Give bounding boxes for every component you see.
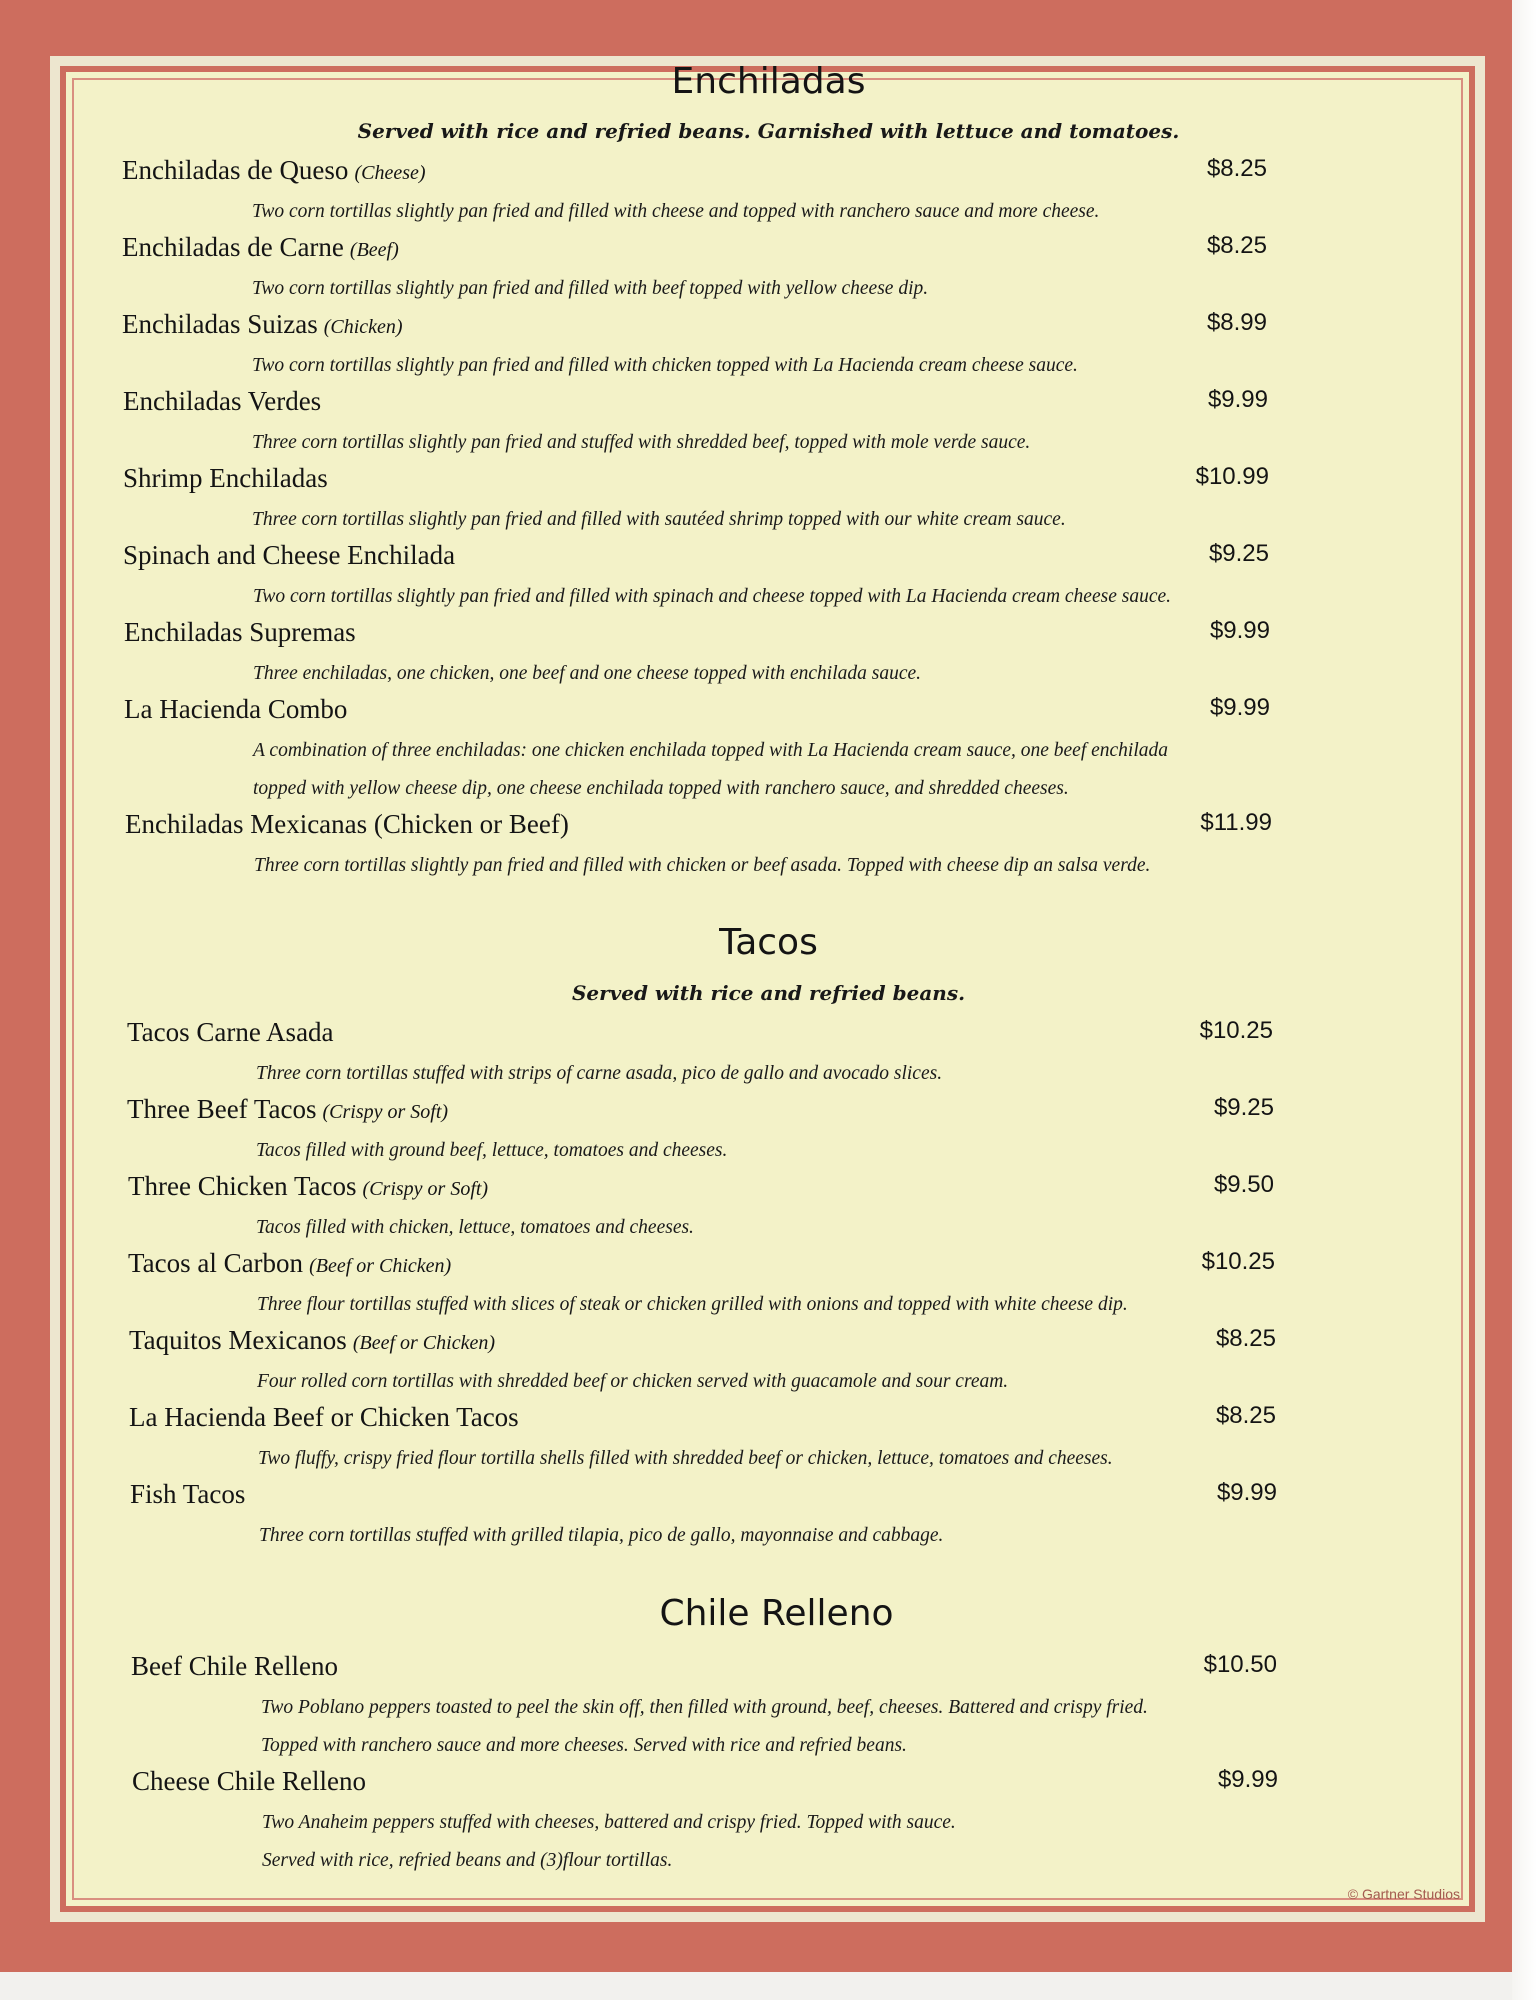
section-title-enchiladas: Enchiladas (671, 61, 866, 102)
item-name: Cheese Chile Relleno (132, 1766, 366, 1796)
item-price: $8.25 (1206, 155, 1267, 182)
item-name: Enchiladas de Queso (Cheese) (122, 155, 426, 185)
item-price: $9.99 (1217, 1766, 1278, 1793)
item-price: $8.25 (1206, 232, 1267, 259)
item-price: $9.99 (1207, 386, 1268, 413)
item-description: Four rolled corn tortillas with shredded beef or chicken served with guacamole and sour cream. (257, 1371, 1009, 1392)
item-price: $9.99 (1209, 694, 1270, 721)
item-name: Enchiladas Supremas (124, 617, 356, 647)
item-qualifier: (Beef or Chicken) (352, 1332, 495, 1354)
item-description: Three corn tortillas slightly pan fried and filled with chicken or beef asada. Topped with cheese dip an salsa verde. (254, 855, 1151, 876)
item-description: Three corn tortillas slightly pan fried and stuffed with shredded beef, topped with mole verde sauce. (252, 432, 1031, 453)
item-name: Tacos Carne Asada (127, 1017, 334, 1047)
item-description: Two Anaheim peppers stuffed with cheeses, battered and crispy fried. Topped with sauce. Served with rice, refried beans and (3)flour tortillas. (262, 1812, 956, 1871)
item-name: Tacos al Carbon (Beef or Chicken) (128, 1248, 452, 1278)
item-price: $10.50 (1203, 1651, 1277, 1678)
item-price: $8.25 (1215, 1402, 1276, 1429)
item-name: Shrimp Enchiladas (123, 463, 328, 493)
item-name: Enchiladas de Carne (Beef) (122, 232, 399, 262)
item-price: $10.99 (1195, 463, 1269, 490)
item-description: A combination of three enchiladas: one chicken enchilada topped with La Hacienda cream sauce, one beef enchilada topped with yellow cheese dip, one cheese enchilada topped with ranchero sauce, and shredded cheeses. (253, 740, 1169, 799)
item-name: Fish Tacos (130, 1479, 246, 1509)
item-name: La Hacienda Beef or Chicken Tacos (129, 1402, 519, 1432)
item-name: Enchiladas Mexicanas (Chicken or Beef) (125, 809, 569, 839)
section-title-chile-relleno: Chile Relleno (659, 1593, 894, 1634)
section-title-tacos: Tacos (719, 922, 818, 963)
item-description: Tacos filled with chicken, lettuce, tomatoes and cheeses. (256, 1217, 694, 1238)
item-description: Three corn tortillas stuffed with grilled tilapia, pico de gallo, mayonnaise and cabbage. (259, 1525, 944, 1546)
section-subtitle-tacos: Served with rice and refried beans. (571, 981, 966, 1005)
item-qualifier: (Cheese) (354, 162, 426, 184)
item-price: $10.25 (1199, 1017, 1273, 1044)
item-description: Three corn tortillas stuffed with strips of carne asada, pico de gallo and avocado slices. (256, 1063, 943, 1084)
item-price: $11.99 (1200, 809, 1272, 836)
item-name: Enchiladas Verdes (123, 386, 322, 416)
item-description: Tacos filled with ground beef, lettuce, tomatoes and cheeses. (256, 1140, 728, 1161)
item-description: Two corn tortillas slightly pan fried and filled with chicken topped with La Hacienda cream cheese sauce. (252, 355, 1078, 376)
item-price: $10.25 (1201, 1248, 1275, 1275)
item-name: Beef Chile Relleno (131, 1651, 338, 1681)
item-name: Three Beef Tacos (Crispy or Soft) (127, 1094, 449, 1124)
item-price: $8.25 (1215, 1325, 1276, 1352)
copyright-credit: © Gartner Studios (1347, 1886, 1460, 1902)
item-description: Three enchiladas, one chicken, one beef and one cheese topped with enchilada sauce. (253, 663, 922, 684)
item-description: Two corn tortillas slightly pan fried and filled with beef topped with yellow cheese dip. (252, 278, 929, 299)
item-description: Two corn tortillas slightly pan fried and filled with spinach and cheese topped with La Hacienda cream cheese sauce. (253, 586, 1172, 607)
item-qualifier: (Beef) (349, 239, 399, 261)
item-qualifier: (Crispy or Soft) (322, 1101, 449, 1123)
item-qualifier: (Chicken) (323, 316, 403, 338)
item-name: Three Chicken Tacos (Crispy or Soft) (128, 1171, 489, 1201)
item-price: $9.99 (1216, 1479, 1277, 1506)
item-name: La Hacienda Combo (124, 694, 348, 724)
item-price: $8.99 (1206, 309, 1267, 336)
item-name: Taquitos Mexicanos (Beef or Chicken) (129, 1325, 495, 1355)
item-description: Three flour tortillas stuffed with slices of steak or chicken grilled with onions and topped with white cheese dip. (257, 1294, 1128, 1315)
item-description: Two fluffy, crispy fried flour tortilla shells filled with shredded beef or chicken, lettuce, tomatoes and cheeses. (258, 1448, 1113, 1469)
item-price: $9.25 (1213, 1094, 1274, 1121)
item-name: Enchiladas Suizas (Chicken) (122, 309, 403, 339)
item-description: Two corn tortillas slightly pan fried and filled with cheese and topped with ranchero sauce and more cheese. (252, 201, 1100, 222)
item-price: $9.25 (1208, 540, 1269, 567)
section-subtitle-enchiladas: Served with rice and refried beans. Garnished with lettuce and tomatoes. (357, 119, 1180, 143)
item-name: Spinach and Cheese Enchilada (123, 540, 456, 570)
item-description: Two Poblano peppers toasted to peel the skin off, then filled with ground, beef, cheeses. Battered and crispy fried. Topped with ranchero sauce and more cheeses. Served with rice and refried beans. (261, 1697, 1148, 1756)
item-qualifier: (Beef or Chicken) (309, 1255, 452, 1277)
item-qualifier: (Crispy or Soft) (362, 1178, 489, 1200)
item-price: $9.99 (1209, 617, 1270, 644)
item-price: $9.50 (1213, 1171, 1274, 1198)
item-description: Three corn tortillas slightly pan fried and filled with sautéed shrimp topped with our white cream sauce. (252, 509, 1066, 530)
